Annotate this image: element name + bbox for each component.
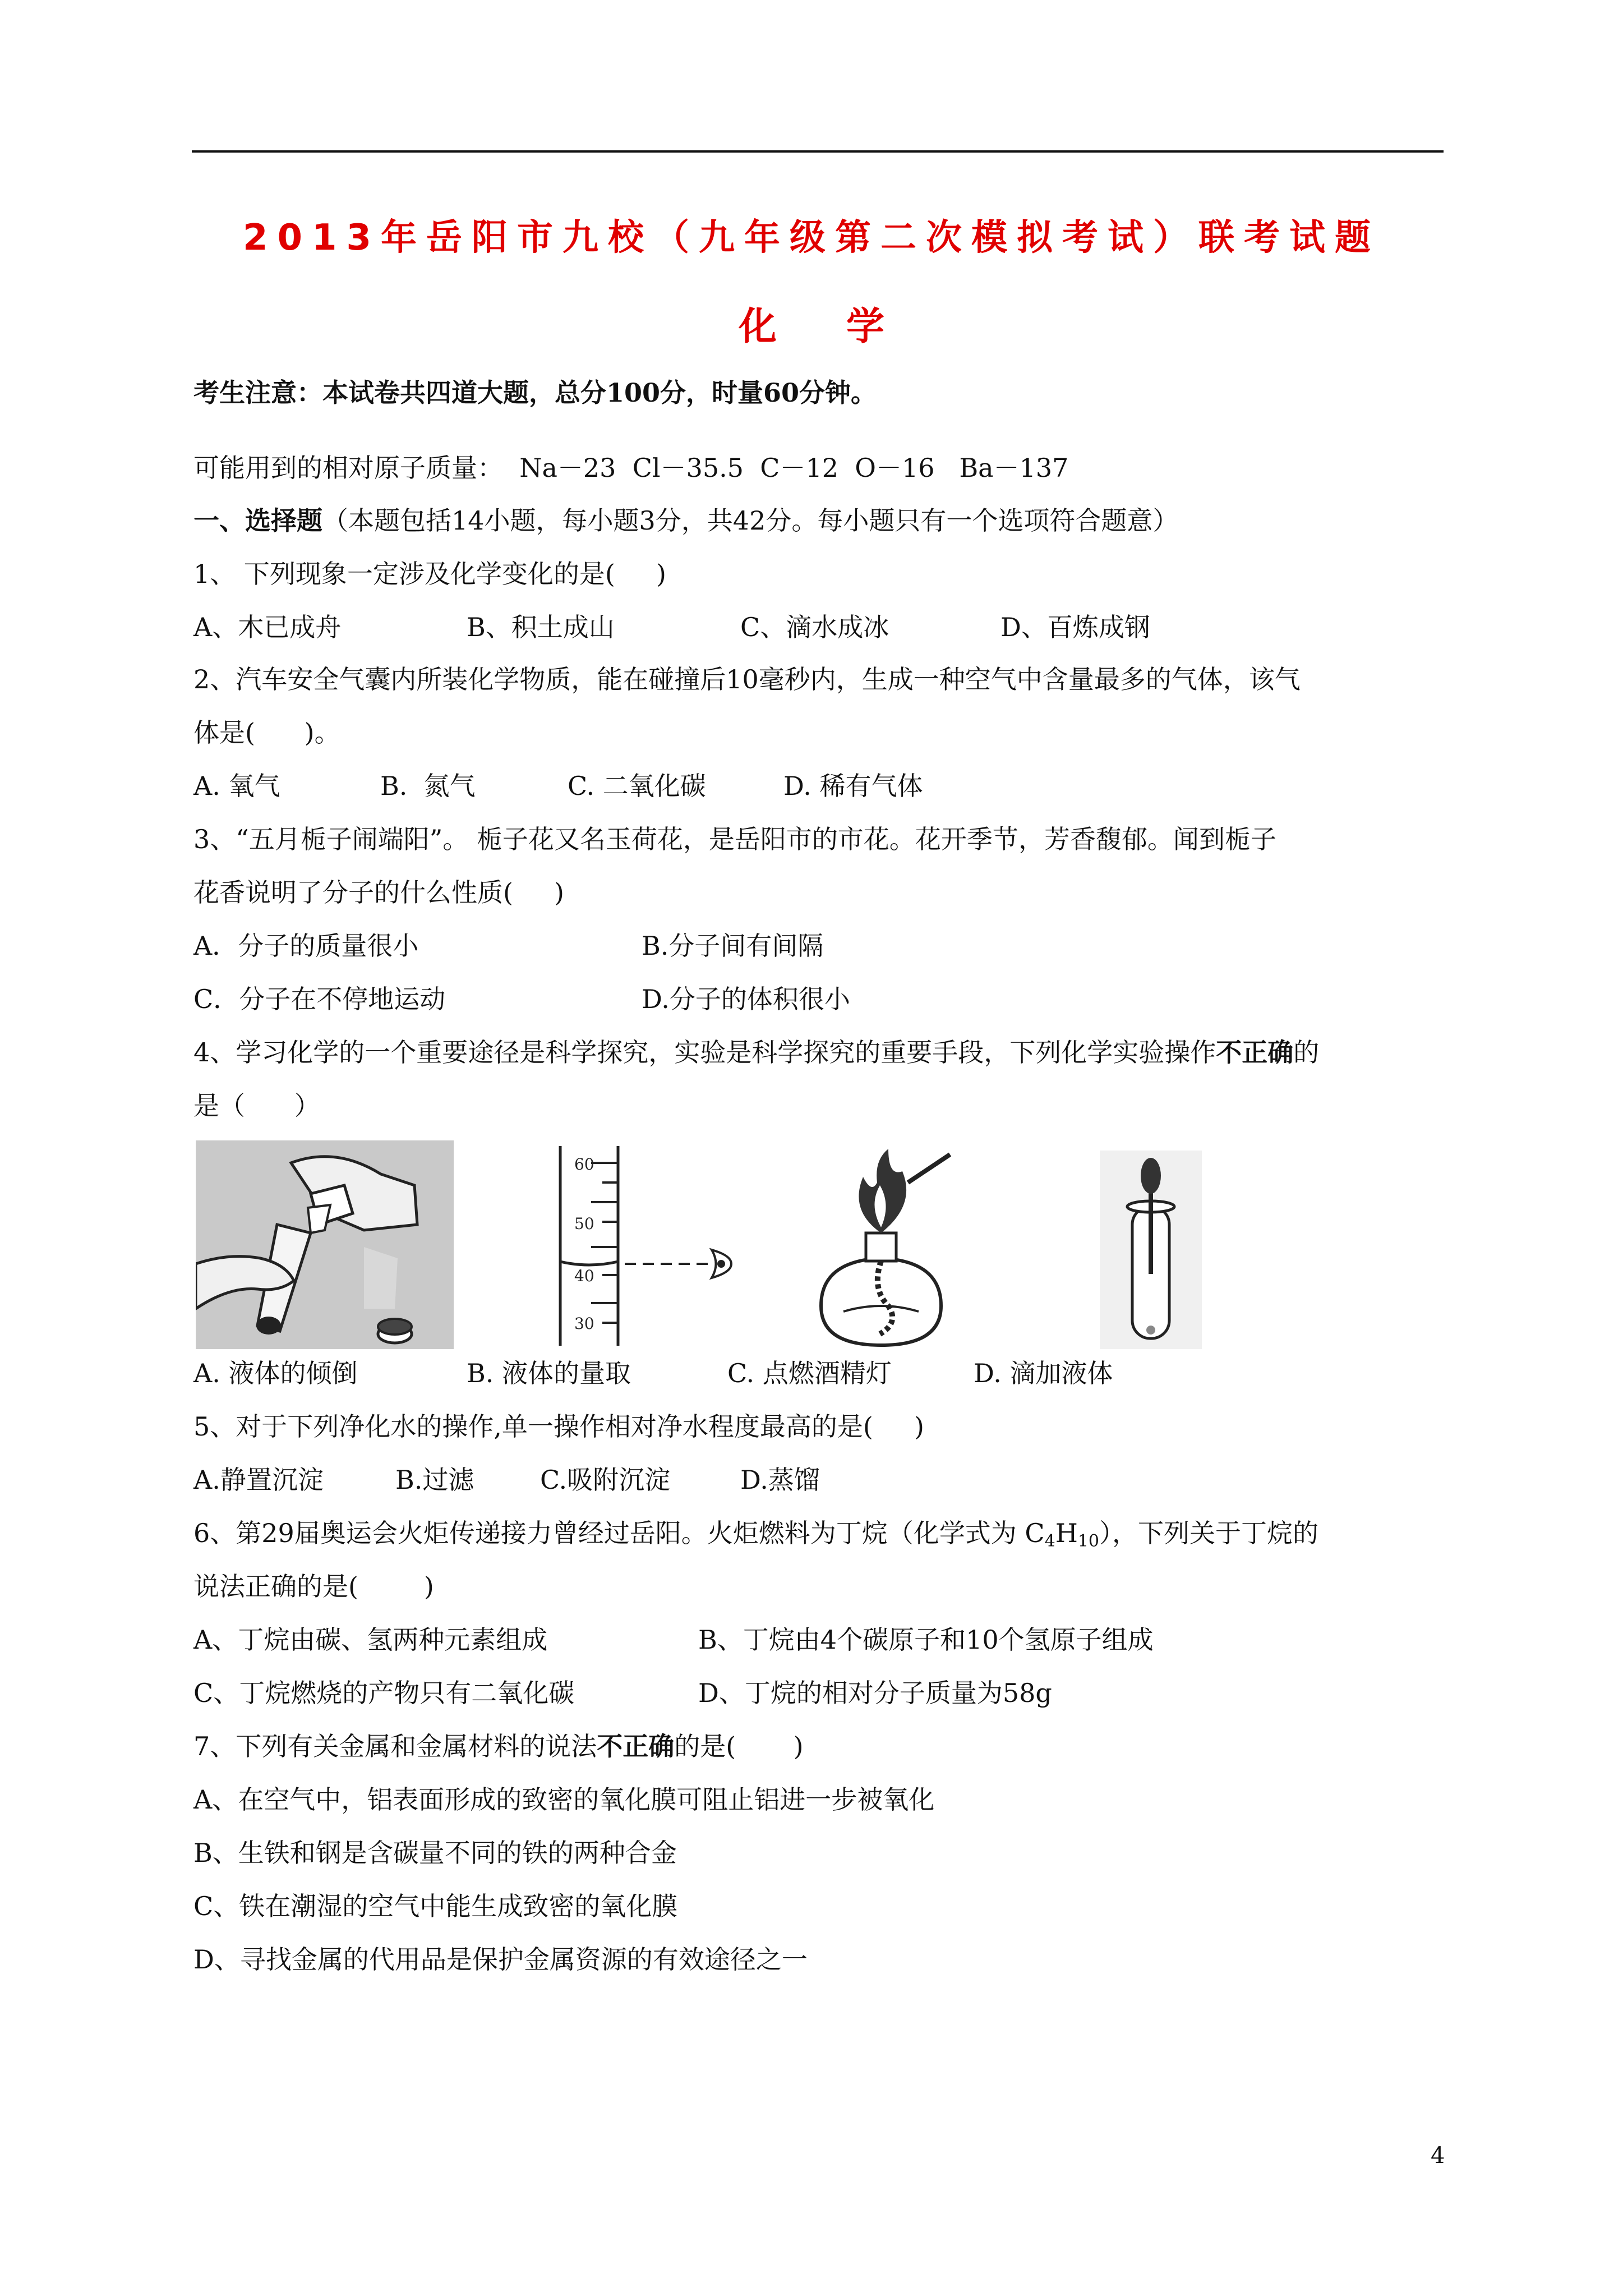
q6-stem-line2: 说法正确的是( ) [193,1571,434,1602]
q2-stem-line2: 体是( )。 [193,717,340,748]
q3-option-d: D.分子的体积很小 [642,984,850,1014]
section1-heading [193,505,1178,536]
q2-option-b: B. 氮气 [380,771,476,801]
q4-stem-line2: 是（ ） [193,1091,320,1121]
cylinder-tick-60: 60 [574,1155,594,1174]
q4-stem-pre: 4、学习化学的一个重要途径是科学探究，实验是科学探究的重要手段，下列化学实验操作 [193,1037,1216,1068]
q7-stem-pre: 7、下列有关金属和金属材料的说法 [193,1731,597,1761]
q4-option-d: D. 滴加液体 [974,1358,1113,1388]
figure-alcohol-lamp [810,1149,952,1349]
q6-option-b: B、丁烷由4个碳原子和10个氢原子组成 [698,1625,1154,1655]
q2-stem-line1: 2、汽车安全气囊内所装化学物质，能在碰撞后10毫秒内，生成一种空气中含量最多的气体，该气 [193,664,1301,694]
cylinder-tick-30: 30 [574,1314,594,1333]
subject-char-2: 学 [846,305,885,349]
figure-dropper-test-tube [1100,1151,1202,1349]
figure-liquid-pouring [196,1140,454,1349]
q6-stem-line1 [193,1517,1318,1557]
page-number: 4 [1431,2143,1445,2169]
subject-title [0,296,1623,351]
q7-option-d: D、寻找金属的代用品是保护金属资源的有效途径之一 [193,1944,808,1975]
q3-stem-line1: 3、“五月栀子闹端阳”。 栀子花又名玉荷花，是岳阳市的市花。花开季节，芳香馥郁。闻到栀子 [193,824,1276,854]
q7-option-b: B、生铁和钢是含碳量不同的铁的两种合金 [193,1838,677,1868]
section1-title: 一、选择题 [193,505,322,536]
figure-cylinder-reading [541,1146,739,1346]
q6-h: H [1055,1518,1078,1548]
section1-desc: （本题包括14小题，每小题3分，共42分。每小题只有一个选项符合题意） [322,505,1179,536]
q3-stem-line2: 花香说明了分子的什么性质( ) [193,877,565,908]
notice-label: 考生注意： [193,378,322,408]
q4-stem-post: 的 [1293,1037,1320,1068]
exam-title: 2013年岳阳市九校（九年级第二次模拟考试）联考试题 [242,217,1381,259]
q4-stem-bold: 不正确 [1216,1037,1294,1068]
cylinder-tick-50: 50 [574,1214,594,1233]
q6-stem-post: ），下列关于丁烷的 [1099,1518,1319,1548]
q7-stem-post: 的是( ) [674,1731,804,1761]
notice-text: 本试卷共四道大题，总分100分，时量60分钟。 [322,378,877,408]
q7-stem [193,1731,804,1762]
q6-option-c: C、丁烷燃烧的产物只有二氧化碳 [193,1678,575,1708]
atomic-masses: 可能用到的相对原子质量： Na－23 Cl－35.5 C－12 O－16 Ba－137 [193,453,1069,483]
q4-stem-line1 [193,1037,1319,1068]
q1-option-b: B、积土成山 [467,612,615,642]
q2-option-a: A. 氧气 [193,771,280,801]
q5-option-b: B.过滤 [395,1465,474,1495]
q4-option-a: A. 液体的倾倒 [193,1358,358,1388]
q7-option-a: A、在空气中，铝表面形成的致密的氧化膜可阻止铝进一步被氧化 [193,1784,935,1815]
cylinder-tick-40: 40 [574,1267,594,1285]
q6-stem-pre: 6、第29届奥运会火炬传递接力曾经过岳阳。火炬燃料为丁烷（化学式为 C [193,1518,1045,1548]
q5-stem: 5、对于下列净化水的操作,单一操作相对净水程度最高的是( ) [193,1411,924,1442]
q1-option-a: A、木已成舟 [193,612,342,642]
q4-option-b: B. 液体的量取 [467,1358,631,1388]
q7-stem-bold: 不正确 [597,1731,675,1761]
q4-option-c: C. 点燃酒精灯 [727,1358,892,1388]
q6-option-d: D、丁烷的相对分子质量为58g [698,1678,1052,1708]
q6-option-a: A、丁烷由碳、氢两种元素组成 [193,1625,548,1655]
header-rule [192,150,1444,153]
q1-option-d: D、百炼成钢 [1000,612,1150,642]
q1-option-c: C、滴水成冰 [740,612,889,642]
q2-option-c: C. 二氧化碳 [568,771,706,801]
subject-char-1: 化 [738,305,777,349]
q6-sub-10: 10 [1077,1531,1100,1551]
q3-option-b: B.分子间有间隔 [642,931,824,961]
notice [193,377,877,408]
q6-sub-4: 4 [1044,1531,1055,1551]
q1-stem: 1、 下列现象一定涉及化学变化的是( ) [193,559,666,589]
q3-option-c: C．分子在不停地运动 [193,984,446,1014]
q2-option-d: D. 稀有气体 [783,771,923,801]
q5-option-d: D.蒸馏 [740,1465,820,1495]
q7-option-c: C、铁在潮湿的空气中能生成致密的氧化膜 [193,1891,678,1921]
q5-option-a: A.静置沉淀 [193,1465,324,1495]
q5-option-c: C.吸附沉淀 [540,1465,671,1495]
q3-option-a: A．分子的质量很小 [193,931,419,961]
